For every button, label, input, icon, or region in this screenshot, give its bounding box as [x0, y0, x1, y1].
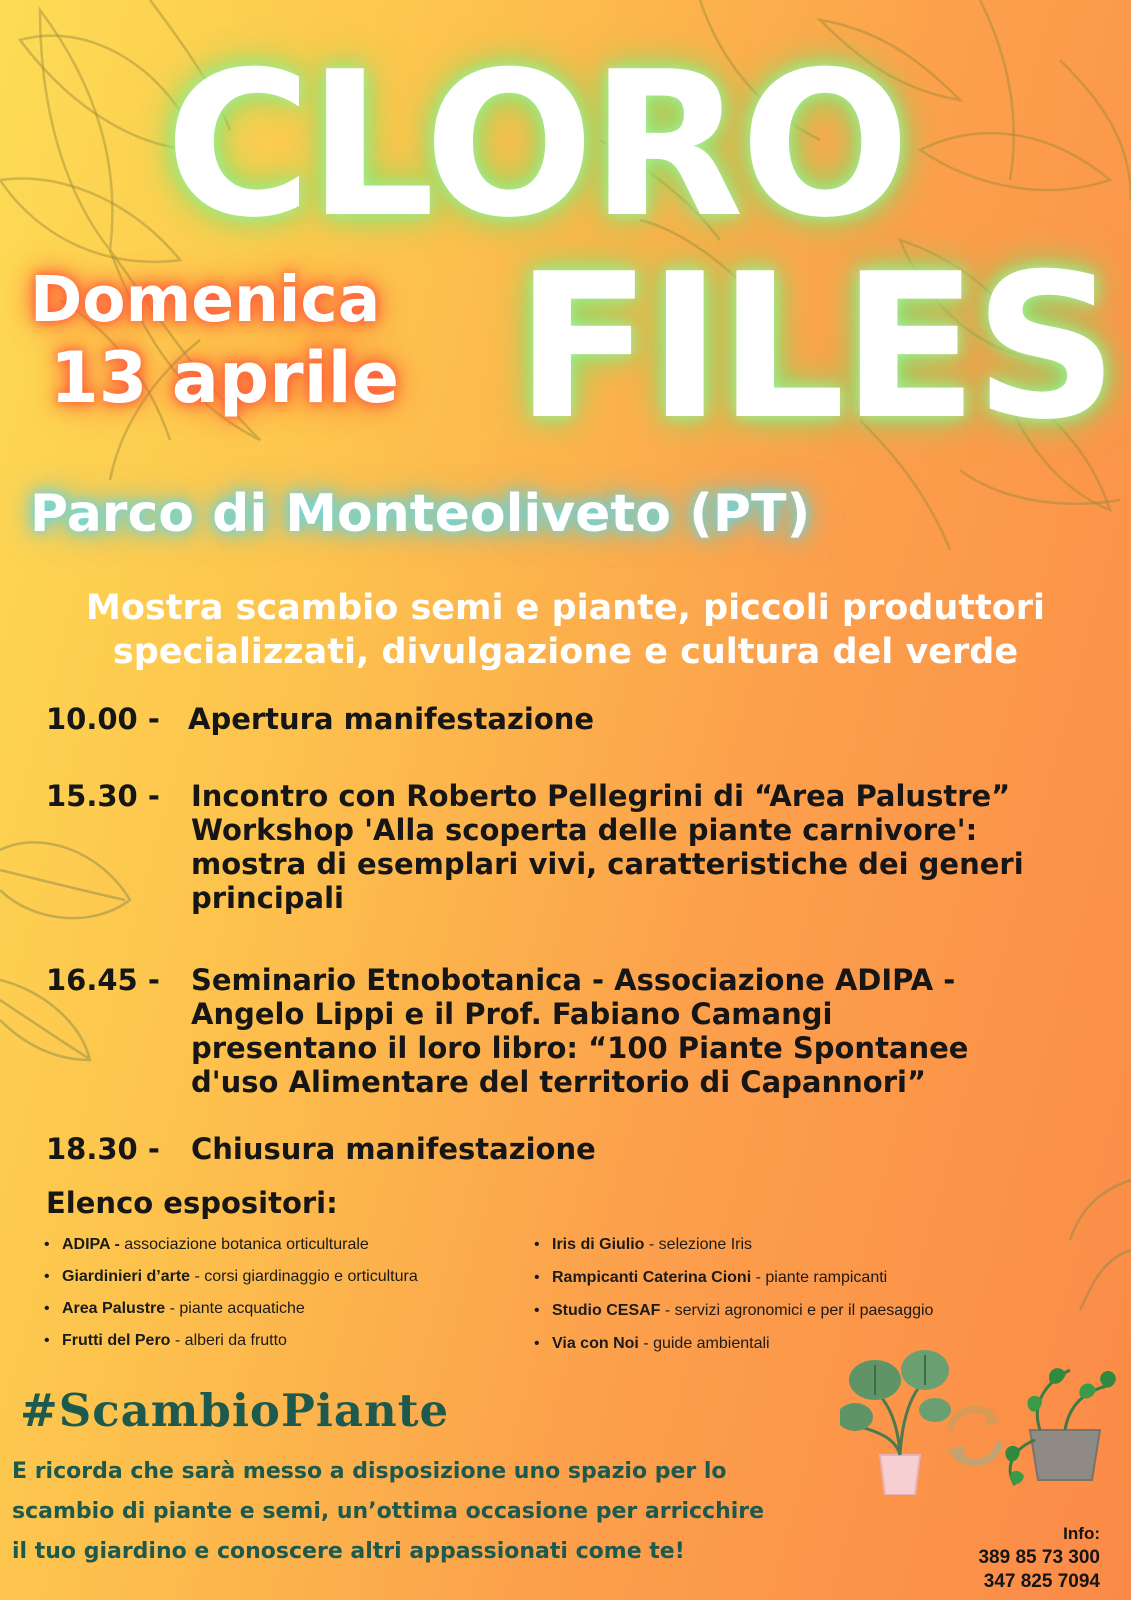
program-time: 18.30 -: [46, 1132, 160, 1166]
exhibitor-description: - guide ambientali: [638, 1335, 770, 1352]
exhibitor-name: ADIPA -: [62, 1236, 120, 1253]
plant-swap-note: [12, 1452, 872, 1572]
description-line: Mostra scambio semi e piante, piccoli produttori: [86, 588, 1045, 628]
event-description: [20, 586, 1111, 674]
program-description: [188, 702, 1088, 736]
contact-info: [940, 1522, 1100, 1594]
program-line: Apertura manifestazione: [188, 702, 595, 736]
exhibitor-description: - alberi da frutto: [170, 1332, 287, 1349]
program-description: [191, 779, 1091, 915]
exhibitor-item: [40, 1236, 418, 1254]
exhibitor-name: Frutti del Pero: [62, 1332, 171, 1349]
event-title-line-2: FILES: [515, 231, 1115, 464]
info-label: Info:: [1063, 1524, 1100, 1543]
program-line: d'uso Alimentare del territorio di Capannori”: [191, 1065, 926, 1099]
phone-number: 389 85 73 300: [978, 1547, 1100, 1568]
hashtag: #ScambioPiante: [20, 1384, 450, 1437]
exhibitor-name: Giardinieri d’arte: [62, 1268, 191, 1285]
program-line: Incontro con Roberto Pellegrini di “Area Palustre”: [191, 779, 1011, 813]
pothos-plant-icon: [1000, 1360, 1125, 1490]
exhibitor-item: [40, 1268, 418, 1286]
swap-note-line: E ricorda che sarà messo a disposizione uno spazio per lo: [12, 1459, 727, 1484]
program-description: [191, 1132, 1091, 1166]
exhibitor-description: - selezione Iris: [644, 1236, 753, 1253]
event-date-day: 13 aprile: [50, 337, 400, 419]
exhibitor-item: [40, 1300, 418, 1318]
exhibitors-list-left: [40, 1236, 418, 1364]
program-line: Angelo Lippi e il Prof. Fabiano Camangi: [191, 997, 833, 1031]
exhibitor-name: Area Palustre: [62, 1300, 166, 1317]
program-line: principali: [191, 881, 344, 915]
exhibitor-name: Studio CESAF: [552, 1302, 661, 1319]
exhibitor-description: - servizi agronomici e per il paesaggio: [660, 1302, 934, 1319]
exhibitor-description: - piante rampicanti: [751, 1269, 888, 1286]
program-line: mostra di esemplari vivi, caratteristiche dei generi: [191, 847, 1024, 881]
program-time: 16.45 -: [46, 963, 160, 997]
program-line: Chiusura manifestazione: [191, 1132, 596, 1166]
exhibitor-description: - corsi giardinaggio e orticultura: [190, 1268, 418, 1285]
program-line: presentano il loro libro: “100 Piante Spontanee: [191, 1031, 969, 1065]
exhibitor-name: Via con Noi: [552, 1335, 639, 1352]
exhibitor-description: - piante acquatiche: [165, 1300, 305, 1317]
event-title-line-1: CLORO: [165, 29, 907, 262]
event-venue: Parco di Monteoliveto (PT): [30, 484, 811, 544]
program-description: [191, 963, 1091, 1099]
program-line: Workshop 'Alla scoperta delle piante carnivore':: [191, 813, 978, 847]
exhibitors-heading: Elenco espositori:: [46, 1186, 338, 1220]
exhibitor-description: associazione botanica orticulturale: [119, 1236, 369, 1253]
exhibitor-item: [530, 1236, 933, 1254]
swap-note-line: scambio di piante e semi, un’ottima occasione per arricchire: [12, 1499, 765, 1524]
exhibitor-item: [530, 1269, 933, 1287]
exhibitor-item: [40, 1332, 418, 1350]
exhibitor-item: [530, 1302, 933, 1320]
swap-note-line: il tuo giardino e conoscere altri appassionati come te!: [12, 1539, 685, 1564]
exhibitor-name: Iris di Giulio: [552, 1236, 645, 1253]
event-date-weekday: Domenica: [30, 263, 381, 336]
phone-number: 347 825 7094: [983, 1571, 1100, 1592]
exhibitor-name: Rampicanti Caterina Cioni: [552, 1269, 752, 1286]
program-line: Seminario Etnobotanica - Associazione ADIPA -: [191, 963, 956, 997]
program-time: 15.30 -: [46, 779, 160, 813]
program-time: 10.00 -: [46, 702, 160, 736]
description-line: specializzati, divulgazione e cultura del verde: [112, 632, 1019, 672]
